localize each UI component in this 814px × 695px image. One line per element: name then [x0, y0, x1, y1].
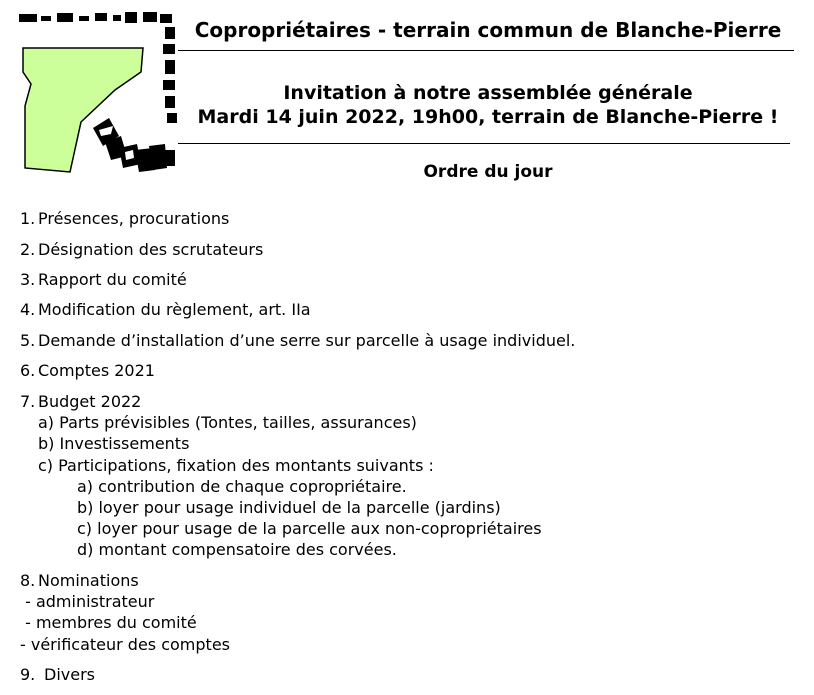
nomination-item: - vérificateur des comptes — [20, 635, 230, 654]
nomination-item: - membres du comité — [20, 613, 197, 632]
participation-item: a) contribution de chaque copropriétaire. — [77, 477, 407, 496]
agenda-item: 4. Modification du règlement, art. IIa — [20, 300, 311, 319]
page-title: Copropriétaires - terrain commun de Blanche-Pierre — [194, 18, 782, 42]
agenda-item: 3. Rapport du comité — [20, 270, 187, 289]
agenda-item: 8. Nominations — [20, 571, 139, 590]
budget-subitem: a) Parts prévisibles (Tontes, tailles, assurances) — [38, 413, 417, 432]
title-divider — [178, 50, 794, 51]
budget-subitem: b) Investissements — [38, 434, 190, 453]
agenda-item: 9. Divers — [20, 665, 95, 684]
participation-item: b) loyer pour usage individuel de la parcelle (jardins) — [77, 498, 501, 517]
participation-item: c) loyer pour usage de la parcelle aux non-copropriétaires — [77, 519, 542, 538]
parcel-map-icon — [15, 10, 180, 180]
invitation-heading: Invitation à notre assemblée générale — [283, 82, 693, 104]
meeting-date: Mardi 14 juin 2022, 19h00, terrain de Blanche-Pierre ! — [197, 106, 779, 128]
participation-item: d) montant compensatoire des corvées. — [77, 540, 397, 559]
agenda-item: 5. Demande d’installation d’une serre sur parcelle à usage individuel. — [20, 331, 576, 350]
agenda-item: 1. Présences, procurations — [20, 209, 230, 228]
invitation-divider — [178, 143, 790, 144]
agenda-item: 6. Comptes 2021 — [20, 361, 155, 380]
nomination-item: - administrateur — [20, 592, 155, 611]
agenda-item: 2. Désignation des scrutateurs — [20, 240, 264, 259]
agenda-title: Ordre du jour — [423, 162, 553, 182]
budget-subitem: c) Participations, fixation des montants suivants : — [38, 456, 434, 475]
building-blocks — [93, 118, 175, 172]
agenda-item: 7. Budget 2022 — [20, 392, 142, 411]
